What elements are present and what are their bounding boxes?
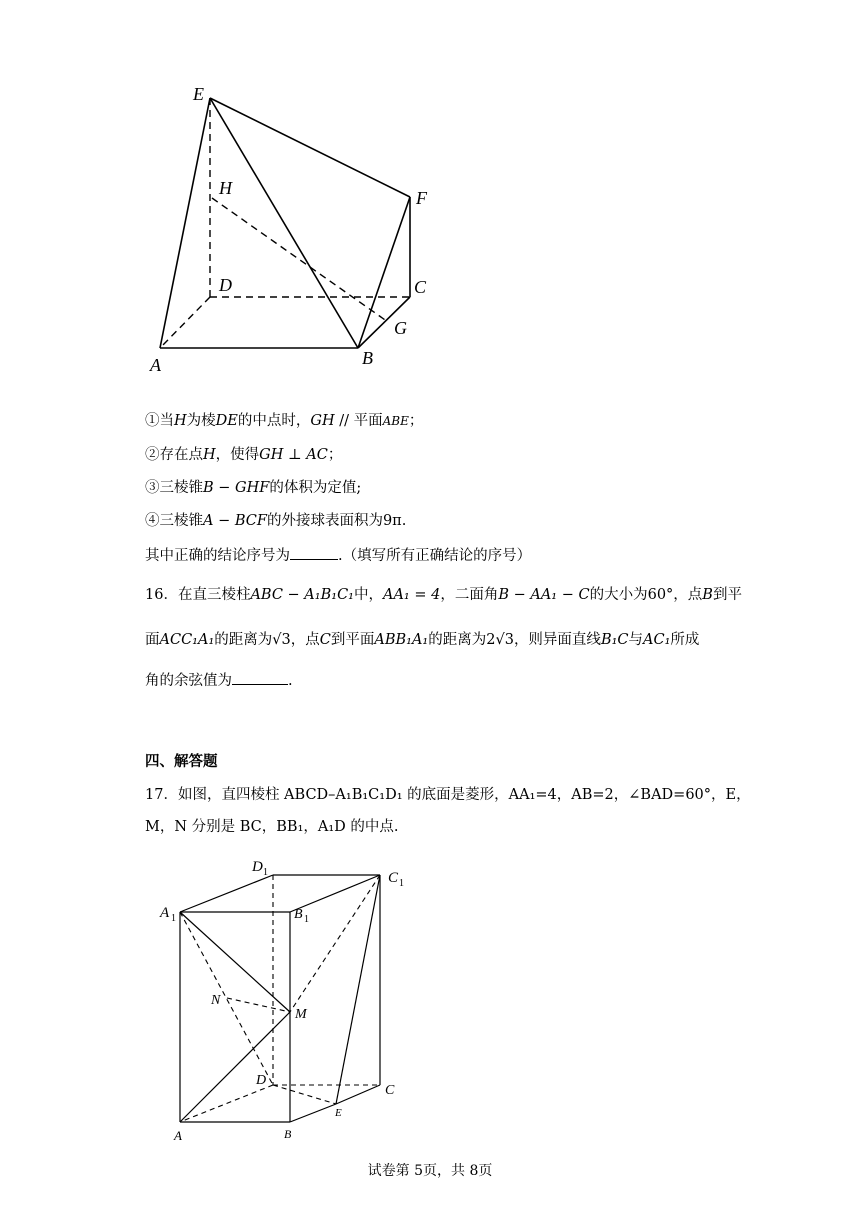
fig2-sub-C1: 1: [399, 878, 404, 889]
fig1-label-C: C: [414, 277, 427, 297]
statement-3: ③三棱锥B − GHF的体积为定值;: [145, 480, 362, 496]
fig2-label-B: B: [284, 1127, 292, 1141]
fig2-label-C1: C: [388, 870, 399, 886]
fig2-label-E: E: [335, 1107, 342, 1119]
fig1-label-E: E: [193, 84, 204, 104]
question-16-line-3: 角的余弦值为 .: [145, 670, 293, 691]
section-heading: 四、解答题: [145, 753, 218, 770]
statement-2: ②存在点H，使得GH ⊥ AC；: [145, 447, 343, 463]
fig2-sub-D1: 1: [263, 867, 268, 878]
fig2-label-D: D: [256, 1073, 267, 1088]
statement-1: ①当H为棱DE的中点时，GH // 平面ABE；: [145, 413, 424, 429]
fig1-label-B: B: [362, 348, 373, 368]
question-17-line-2: M，N 分别是 BC，BB₁，A₁D 的中点.: [145, 819, 399, 835]
fig2-label-A: A: [174, 1128, 182, 1143]
question-17-line-1: 17．如图，直四棱柱 ABCD–A₁B₁C₁D₁ 的底面是菱形，AA₁=4，AB=2，∠BAD=60°，E，: [145, 787, 751, 803]
fig2-label-A1: A: [160, 905, 170, 921]
fig1-label-F: F: [416, 188, 427, 208]
fig2-label-M: M: [295, 1007, 307, 1022]
fig1-label-H: H: [219, 178, 232, 198]
fig1-label-D: D: [219, 275, 232, 295]
fig1-label-A: A: [150, 355, 161, 375]
fig2-label-D1: D: [252, 859, 263, 875]
fig2-label-B1: B: [294, 907, 303, 922]
fig2-sub-A1: 1: [171, 913, 176, 924]
fig2-label-C: C: [385, 1083, 395, 1098]
question-15-answer-line: 其中正确的结论序号为 .（填写所有正确结论的序号）: [145, 545, 531, 566]
fig2-label-N: N: [211, 993, 221, 1008]
statement-4: ④三棱锥A − BCF的外接球表面积为9π.: [145, 513, 407, 529]
page-footer: 试卷第 5页，共 8页: [367, 1163, 493, 1179]
question-16-line-2: 面ACC₁A₁的距离为√3，点C到平面ABB₁A₁的距离为2√3，则异面直线B₁C与AC₁所成: [145, 632, 700, 648]
question-16-line-1: 16．在直三棱柱ABC − A₁B₁C₁中，AA₁ = 4，二面角B − AA₁ − C的大小为60°，点B到平: [145, 587, 742, 603]
fig1-label-G: G: [394, 318, 407, 338]
fig2-sub-B1: 1: [304, 914, 309, 925]
